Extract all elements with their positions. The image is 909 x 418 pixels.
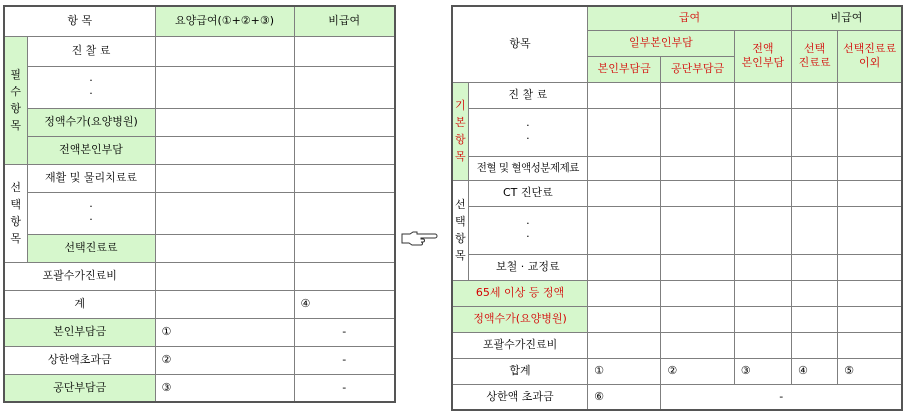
row-bundled-fee: 포괄수가진료비 — [4, 262, 155, 290]
row-selective-fee: 선택진료료 — [27, 234, 155, 262]
cell — [734, 280, 791, 306]
cell — [661, 180, 734, 206]
cell — [294, 36, 395, 66]
cell — [791, 206, 837, 254]
basic-group-label — [452, 82, 468, 180]
cell — [155, 234, 294, 262]
row-ellipsis: · · — [468, 206, 588, 254]
excess-value: ⑥ — [588, 384, 661, 410]
cell — [791, 332, 837, 358]
insurer-noncov: - — [294, 374, 395, 402]
row-ellipsis: · · — [27, 192, 155, 234]
cell — [294, 108, 395, 136]
cell — [734, 82, 791, 108]
cell — [838, 280, 902, 306]
cell — [661, 280, 734, 306]
cell — [734, 180, 791, 206]
cell — [838, 206, 902, 254]
cell — [791, 82, 837, 108]
selective-group-text: 선택항목 — [10, 181, 22, 245]
header-covered: 요양급여(①+②+③) — [155, 6, 294, 36]
cell — [838, 254, 902, 280]
cell — [294, 234, 395, 262]
cell — [734, 306, 791, 332]
cell — [734, 254, 791, 280]
pointing-hand-icon — [400, 230, 438, 246]
cell — [294, 164, 395, 192]
cell — [155, 36, 294, 66]
cell — [838, 108, 902, 156]
total-value-2: ② — [661, 358, 734, 384]
row-total-label: 합계 — [452, 358, 588, 384]
cell — [155, 164, 294, 192]
cell — [588, 82, 661, 108]
cell — [791, 306, 837, 332]
excess-value: ② — [155, 346, 294, 374]
cell — [734, 156, 791, 180]
header-partial: 일부본인부담 — [588, 30, 735, 56]
row-bundled-fee: 포괄수가진료비 — [452, 332, 588, 358]
row-excess-label: 상한액 초과금 — [452, 384, 588, 410]
selective-group-text: 선택항목 — [454, 198, 466, 262]
cell — [155, 290, 294, 318]
cell — [661, 82, 734, 108]
header-covered: 급여 — [588, 6, 792, 30]
row-flat-rate: 정액수가(요양병원) — [27, 108, 155, 136]
row-flat-rate: 정액수가(요양병원) — [452, 306, 588, 332]
excess-noncov: - — [294, 346, 395, 374]
cell — [791, 108, 837, 156]
header-item: 항 목 — [4, 6, 155, 36]
insurer-value: ③ — [155, 374, 294, 402]
selective-group-label — [452, 180, 468, 280]
total-value-5: ⑤ — [838, 358, 902, 384]
header-full-self-pay: 전액 본인부담 — [734, 30, 791, 82]
cell — [791, 280, 837, 306]
header-noncovered: 비급여 — [294, 6, 395, 36]
cell — [588, 332, 661, 358]
cell — [155, 136, 294, 164]
cell — [791, 254, 837, 280]
row-total-label: 계 — [4, 290, 155, 318]
header-selective-fee: 선택 진료료 — [791, 30, 837, 82]
cell — [734, 206, 791, 254]
cell — [588, 156, 661, 180]
cell — [661, 108, 734, 156]
row-senior-flat: 65세 이상 등 정액 — [452, 280, 588, 306]
cell — [791, 156, 837, 180]
cell — [588, 206, 661, 254]
cell — [588, 254, 661, 280]
cell — [294, 262, 395, 290]
total-value: ④ — [294, 290, 395, 318]
row-rehab-fee: 재활 및 물리치료료 — [27, 164, 155, 192]
cell — [661, 332, 734, 358]
cell — [791, 180, 837, 206]
cell — [155, 192, 294, 234]
cell — [588, 306, 661, 332]
required-group-label — [4, 36, 27, 164]
cell — [661, 254, 734, 280]
self-pay-noncov: - — [294, 318, 395, 346]
row-blood-products: 전혈 및 혈액성분제제료 — [468, 156, 588, 180]
cell — [838, 332, 902, 358]
header-insurer-pay: 공단부담금 — [661, 56, 734, 82]
row-insurer-label: 공단부담금 — [4, 374, 155, 402]
row-prosthesis-fee: 보철 · 교정료 — [468, 254, 588, 280]
row-exam-fee: 진 찰 료 — [27, 36, 155, 66]
cell — [155, 108, 294, 136]
cell — [294, 136, 395, 164]
left-fee-table — [3, 5, 396, 403]
cell — [838, 156, 902, 180]
cell — [661, 206, 734, 254]
total-value-4: ④ — [791, 358, 837, 384]
cell — [588, 108, 661, 156]
row-ellipsis: · · — [27, 66, 155, 108]
excess-dash: - — [661, 384, 902, 410]
cell — [661, 306, 734, 332]
cell — [588, 180, 661, 206]
row-ct-fee: CT 진단료 — [468, 180, 588, 206]
basic-group-text: 기본항목 — [454, 99, 466, 163]
row-excess-label: 상한액초과금 — [4, 346, 155, 374]
header-other-than-selective: 선택진료료 이외 — [838, 30, 902, 82]
cell — [155, 262, 294, 290]
cell — [734, 332, 791, 358]
cell — [838, 306, 902, 332]
required-group-text: 필수항목 — [10, 68, 22, 132]
cell — [588, 280, 661, 306]
row-full-self-pay: 전액본인부담 — [27, 136, 155, 164]
header-item: 항목 — [452, 6, 588, 82]
right-fee-table — [451, 5, 903, 411]
cell — [661, 156, 734, 180]
row-self-pay-label: 본인부담금 — [4, 318, 155, 346]
header-noncovered: 비급여 — [791, 6, 902, 30]
header-self-pay: 본인부담금 — [588, 56, 661, 82]
cell — [838, 180, 902, 206]
cell — [155, 66, 294, 108]
selective-group-label — [4, 164, 27, 262]
cell — [838, 82, 902, 108]
total-value-3: ③ — [734, 358, 791, 384]
self-pay-value: ① — [155, 318, 294, 346]
cell — [294, 66, 395, 108]
cell — [294, 192, 395, 234]
cell — [734, 108, 791, 156]
row-ellipsis: · · — [468, 108, 588, 156]
row-exam-fee: 진 찰 료 — [468, 82, 588, 108]
total-value-1: ① — [588, 358, 661, 384]
